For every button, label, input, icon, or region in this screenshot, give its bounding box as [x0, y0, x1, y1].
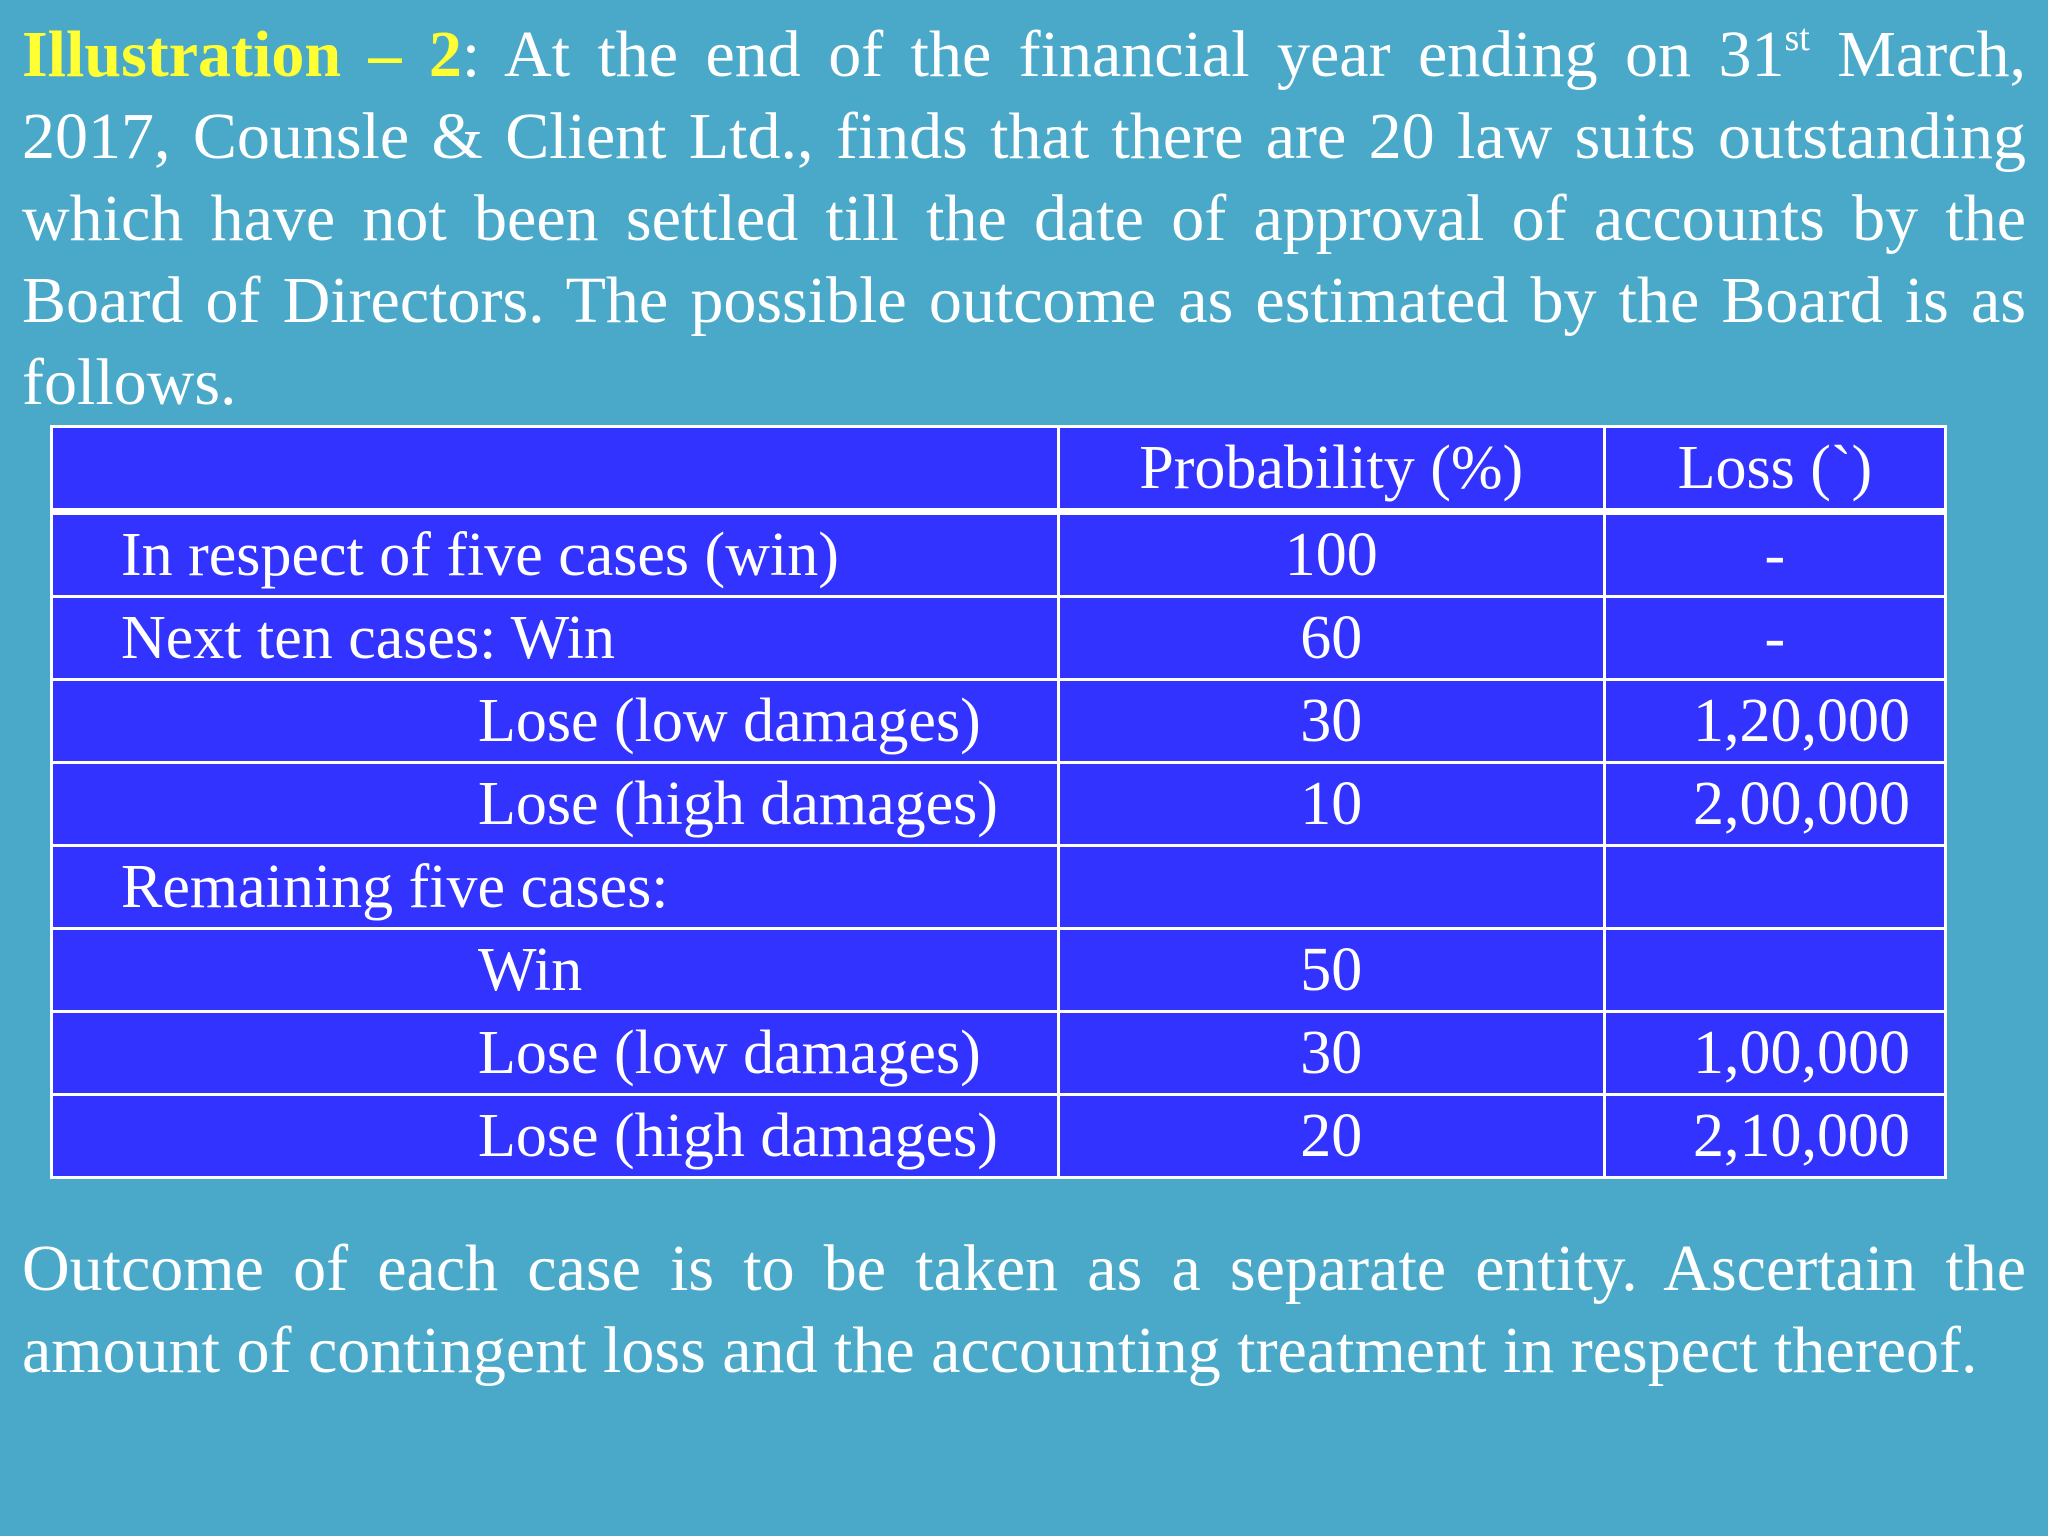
row-loss: 2,10,000 [1604, 1095, 1945, 1178]
row-label: Lose (low damages) [52, 680, 1059, 763]
header-probability: Probability (%) [1058, 427, 1604, 512]
row-probability: 50 [1058, 929, 1604, 1012]
row-label: In respect of five cases (win) [52, 512, 1059, 597]
row-loss: 2,00,000 [1604, 763, 1945, 846]
lawsuit-outcome-table [50, 425, 1947, 1179]
table-row [52, 680, 1946, 763]
row-probability: 100 [1058, 512, 1604, 597]
table-row [52, 597, 1946, 680]
table-row [52, 846, 1946, 929]
row-label: Win [52, 929, 1059, 1012]
row-probability: 30 [1058, 680, 1604, 763]
row-label: Remaining five cases: [52, 846, 1059, 929]
table-row [52, 763, 1946, 846]
illustration-intro [22, 14, 2026, 424]
intro-superscript: st [1784, 17, 1810, 59]
illustration-heading: Illustration – 2 [22, 18, 462, 91]
table-row [52, 1012, 1946, 1095]
row-loss [1604, 846, 1945, 929]
row-loss: 1,20,000 [1604, 680, 1945, 763]
table-row [52, 929, 1946, 1012]
row-loss: - [1604, 597, 1945, 680]
row-probability: 60 [1058, 597, 1604, 680]
header-case [52, 427, 1059, 512]
row-probability [1058, 846, 1604, 929]
row-probability: 30 [1058, 1012, 1604, 1095]
intro-text-before-sup: : At the end of the financial year ending on 31 [461, 18, 1785, 91]
header-loss: Loss (`) [1604, 427, 1945, 512]
illustration-question: Outcome of each case is to be taken as a separate entity. Ascertain the amount of contingent loss and the accounting treatment in respect thereof. [22, 1232, 2026, 1387]
row-label: Next ten cases: Win [52, 597, 1059, 680]
row-loss: 1,00,000 [1604, 1012, 1945, 1095]
row-label: Lose (low damages) [52, 1012, 1059, 1095]
table-header-row [52, 427, 1946, 512]
row-label: Lose (high damages) [52, 763, 1059, 846]
row-loss: - [1604, 512, 1945, 597]
row-probability: 10 [1058, 763, 1604, 846]
table-row [52, 512, 1946, 597]
intro-text-after-sup: March, 2017, Counsle & Client Ltd., finds that there are 20 law suits outstanding which have not been settled till the date of approval of accounts by the Board of Directors. The possible outcome as estimated by the Board is as follows. [22, 18, 2026, 419]
row-loss [1604, 929, 1945, 1012]
row-label: Lose (high damages) [52, 1095, 1059, 1178]
row-probability: 20 [1058, 1095, 1604, 1178]
table-row [52, 1095, 1946, 1178]
